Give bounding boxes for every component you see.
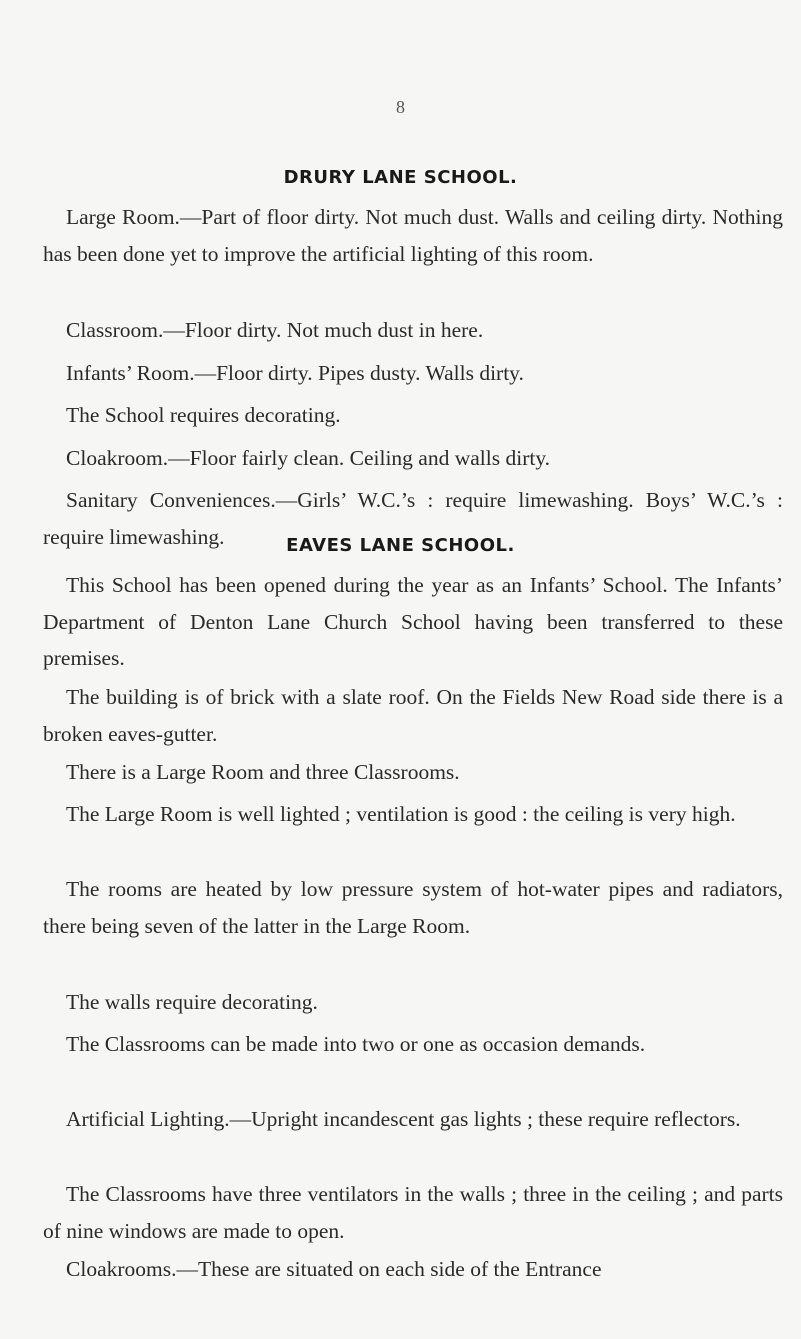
paragraph: Cloakroom.—Floor fairly clean. Ceiling and walls dirty. [66,446,551,470]
paragraph: Infants’ Room.—Floor dirty. Pipes dusty. Walls dirty. [66,361,524,385]
paragraph: There is a Large Room and three Classrooms. [66,760,460,784]
paragraph: The Classrooms have three ventilators in the walls ; three in the ceiling ; and parts of nine windows are made to open. [43,1182,783,1243]
paragraph: The walls require decorating. [66,990,318,1014]
paragraph: Large Room.—Part of floor dirty. Not much dust. Walls and ceiling dirty. Nothing has been done yet to improve the artificial lighting of this room. [43,205,783,266]
paragraph: The building is of brick with a slate roof. On the Fields New Road side there is a broken eaves-gutter. [43,685,783,746]
paragraph: Classroom.—Floor dirty. Not much dust in here. [66,318,484,342]
paragraph: Artificial Lighting.—Upright incandescent gas lights ; these require reflectors. [66,1107,741,1131]
paragraph: The Large Room is well lighted ; ventilation is good : the ceiling is very high. [66,802,736,826]
paragraph: The rooms are heated by low pressure system of hot-water pipes and radiators, there being seven of the latter in the Large Room. [43,877,783,938]
paragraph: Sanitary Conveniences.—Girls’ W.C.’s : require limewashing. Boys’ W.C.’s : require limewashing. [43,488,783,549]
paragraph: This School has been opened during the year as an Infants’ School. The Infants’ Department of Denton Lane Church School having been transferred to these premises. [43,573,783,670]
page-number: 8 [396,97,405,117]
paragraph: The Classrooms can be made into two or one as occasion demands. [66,1032,646,1056]
paragraph: Cloakrooms.—These are situated on each side of the Entrance [66,1257,602,1281]
section-heading-eaves-lane: EAVES LANE SCHOOL. [286,535,515,556]
paragraph: The School requires decorating. [66,403,341,427]
section-heading-drury-lane: DRURY LANE SCHOOL. [283,167,518,188]
